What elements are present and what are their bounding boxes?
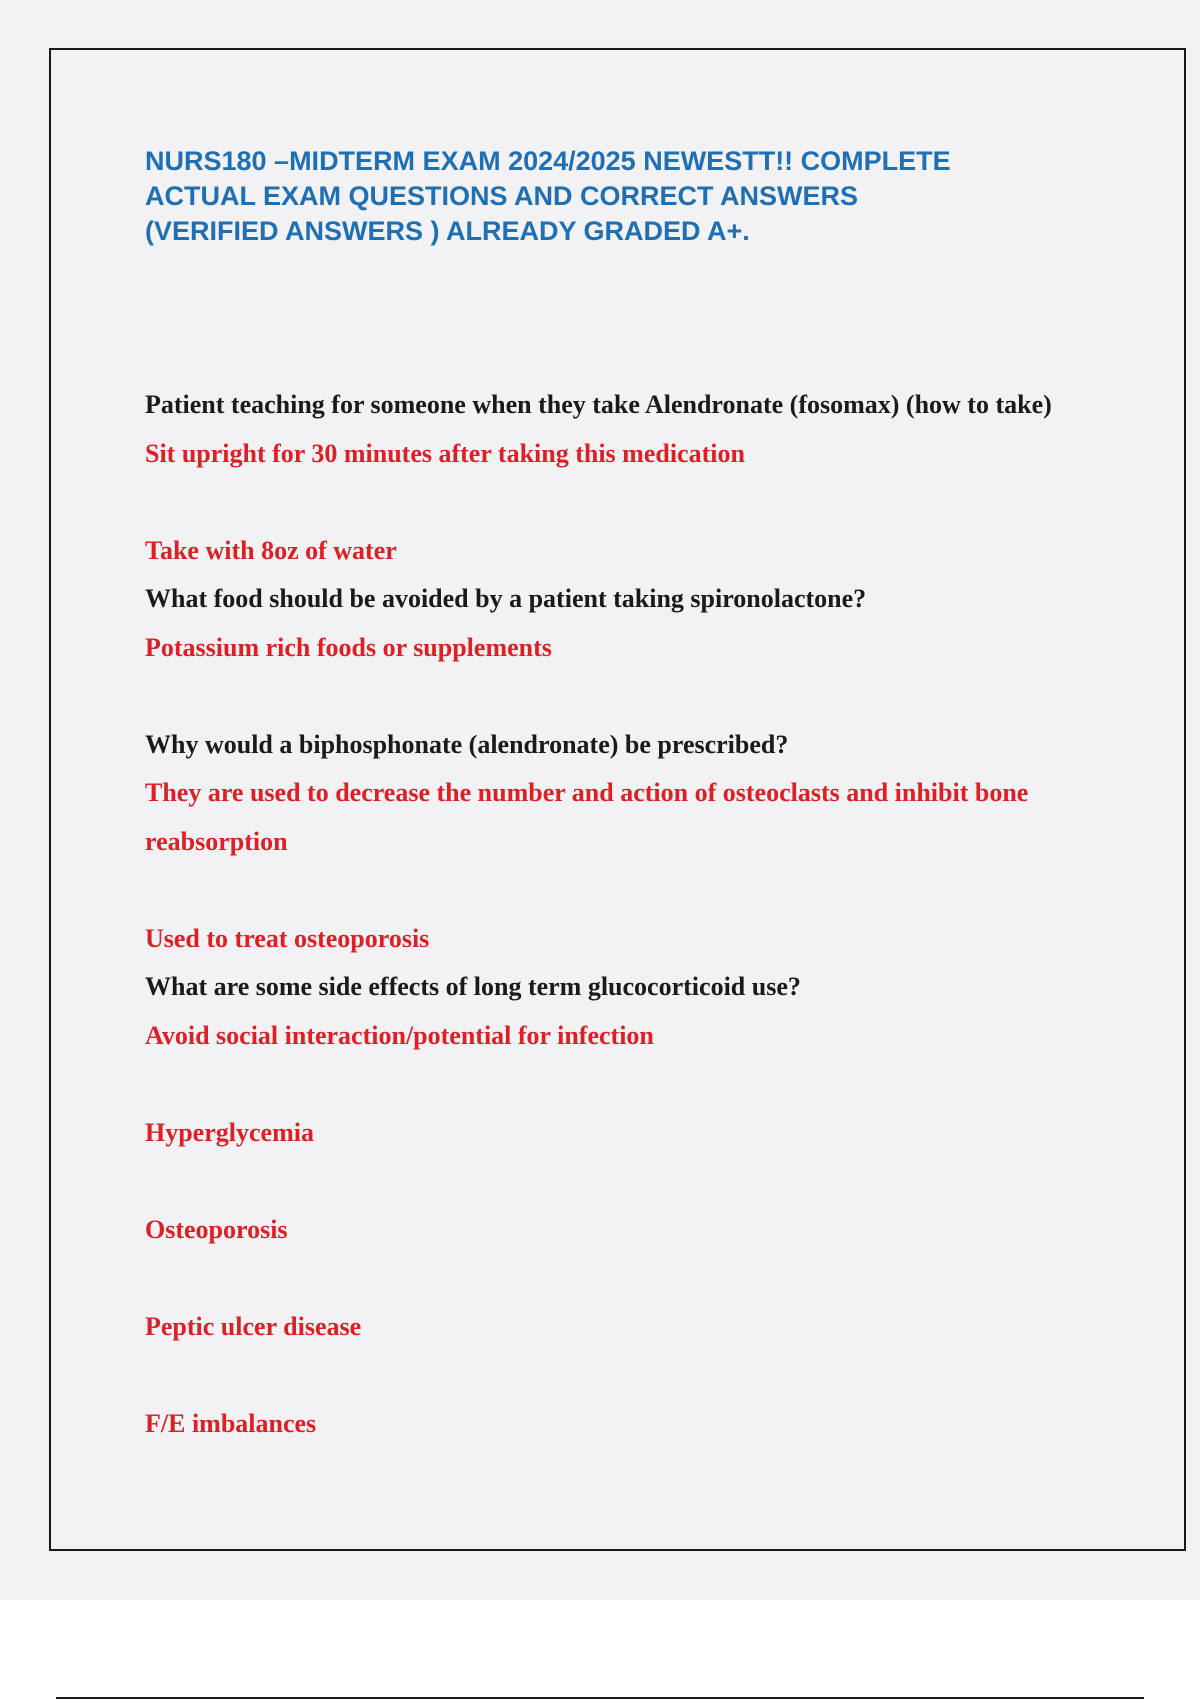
spacer bbox=[145, 672, 1085, 721]
answer-text: F/E imbalances bbox=[145, 1408, 317, 1438]
answer-text: Potassium rich foods or supplements bbox=[145, 632, 552, 662]
answer-text: Sit upright for 30 minutes after taking this medication bbox=[145, 438, 745, 468]
spacer bbox=[145, 1157, 1085, 1206]
question-text: Why would a biphosphonate (alendronate) be prescribed? bbox=[145, 729, 789, 759]
spacer bbox=[145, 1254, 1085, 1303]
spacer bbox=[145, 1060, 1085, 1109]
answer-text: Peptic ulcer disease bbox=[145, 1311, 362, 1341]
spacer bbox=[145, 478, 1085, 527]
answer-text: Osteoporosis bbox=[145, 1214, 288, 1244]
answer-text: Hyperglycemia bbox=[145, 1117, 314, 1147]
answer-text: They are used to decrease the number and action of osteoclasts and inhibit bone reabsorption bbox=[145, 778, 1029, 856]
answer-text: Avoid social interaction/potential for infection bbox=[145, 1020, 654, 1050]
question-text: What food should be avoided by a patient taking spironolactone? bbox=[145, 584, 867, 613]
answer-text: Used to treat osteoporosis bbox=[145, 923, 430, 953]
document-title: NURS180 –MIDTERM EXAM 2024/2025 NEWESTT!! COMPLETE ACTUAL EXAM QUESTIONS AND CORRECT ANSWERS (VERIFIED ANSWERS ) ALREADY GRADED A+. bbox=[145, 146, 951, 246]
footer-rule bbox=[56, 1697, 1144, 1699]
qa-question-1 bbox=[145, 381, 1085, 478]
question-text: Patient teaching for someone when they take Alendronate (fosomax) (how to take) bbox=[145, 390, 1052, 419]
spacer bbox=[145, 1351, 1085, 1400]
qa-content bbox=[145, 381, 1085, 1448]
spacer bbox=[145, 866, 1085, 915]
answer-text: Take with 8oz of water bbox=[145, 535, 397, 565]
question-text: What are some side effects of long term glucocorticoid use? bbox=[145, 972, 801, 1001]
